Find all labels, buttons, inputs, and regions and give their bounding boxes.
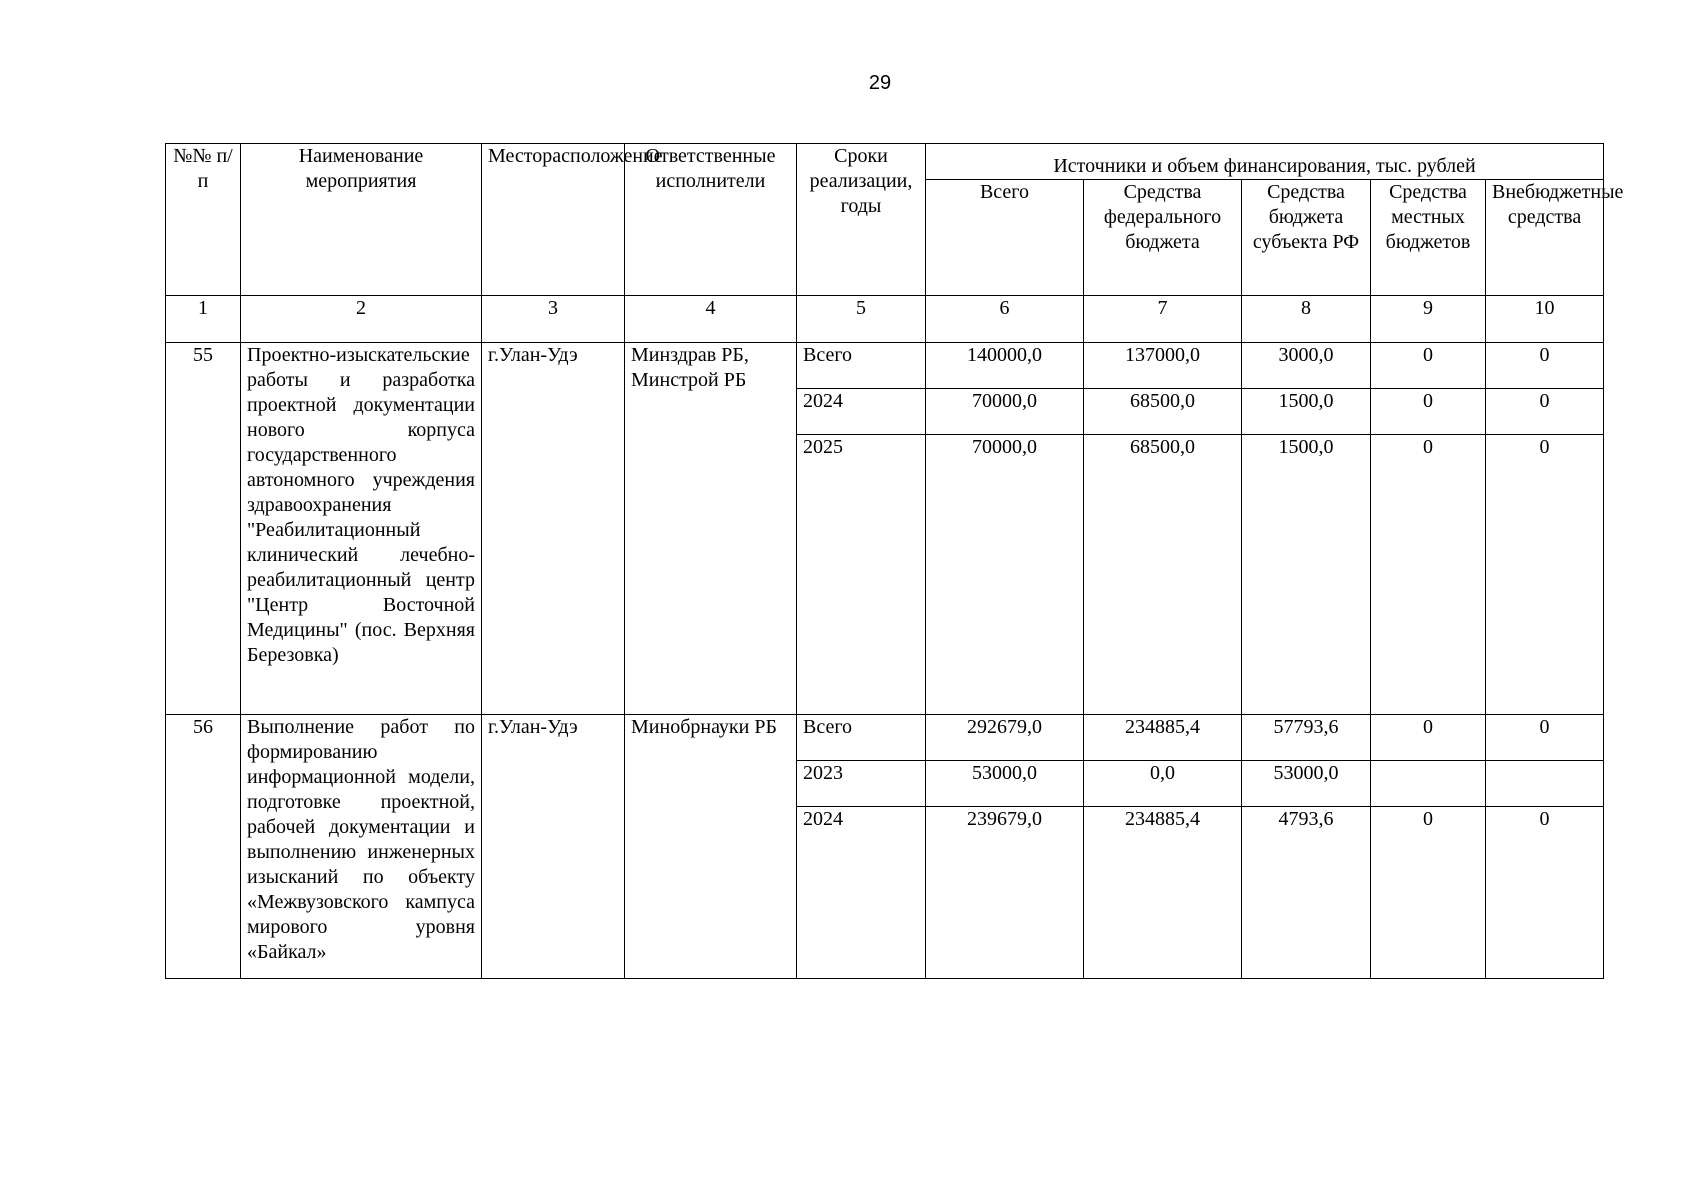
- column-number: 7: [1084, 296, 1242, 343]
- federal-value: 234885,4: [1084, 715, 1242, 761]
- extrabudget-value: 0: [1486, 715, 1604, 761]
- extrabudget-value: 0: [1486, 343, 1604, 389]
- federal-value: 137000,0: [1084, 343, 1242, 389]
- item-location: г.Улан-Удэ: [482, 343, 625, 715]
- column-number: 10: [1486, 296, 1604, 343]
- item-responsible: Минобрнауки РБ: [625, 715, 797, 979]
- total-value: 292679,0: [926, 715, 1084, 761]
- header-total: Всего: [926, 180, 1084, 296]
- item-responsible: Минздрав РБ, Минстрой РБ: [625, 343, 797, 715]
- local-value: 0: [1371, 807, 1486, 979]
- header-responsible: Ответственные исполнители: [625, 144, 797, 296]
- item-name: Выполнение работ по формированию информационной модели, подготовке проектной, рабочей документации и выполнению инженерных изысканий по объекту «Межвузовского кампуса мирового уровня «Байкал»: [241, 715, 482, 979]
- column-number: 4: [625, 296, 797, 343]
- header-federal: Средства федерального бюджета: [1084, 180, 1242, 296]
- column-number: 3: [482, 296, 625, 343]
- header-local: Средства местных бюджетов: [1371, 180, 1486, 296]
- regional-value: 4793,6: [1242, 807, 1371, 979]
- table-row: [166, 715, 1604, 761]
- column-number-row: [166, 296, 1604, 343]
- item-name: Проектно-изыскательские работы и разработка проектной документации нового корпуса государственного автономного учреждения здравоохранения "Реабилитационный клинический лечебно-реабилитационный центр "Центр Восточной Медицины" (пос. Верхняя Березовка): [241, 343, 482, 715]
- federal-value: 68500,0: [1084, 389, 1242, 435]
- total-value: 239679,0: [926, 807, 1084, 979]
- item-number: 55: [166, 343, 241, 715]
- funding-table: [165, 143, 1624, 979]
- period-label: 2023: [797, 761, 926, 807]
- period-label: 2025: [797, 435, 926, 715]
- local-value: 0: [1371, 343, 1486, 389]
- extrabudget-value: [1486, 761, 1604, 807]
- header-name: Наименование мероприятия: [241, 144, 482, 296]
- federal-value: 68500,0: [1084, 435, 1242, 715]
- extrabudget-value: 0: [1486, 389, 1604, 435]
- local-value: 0: [1371, 435, 1486, 715]
- period-label: Всего: [797, 343, 926, 389]
- total-value: 70000,0: [926, 435, 1084, 715]
- regional-value: 3000,0: [1242, 343, 1371, 389]
- federal-value: 234885,4: [1084, 807, 1242, 979]
- regional-value: 1500,0: [1242, 435, 1371, 715]
- total-value: 70000,0: [926, 389, 1084, 435]
- column-number: 8: [1242, 296, 1371, 343]
- column-number: 5: [797, 296, 926, 343]
- period-label: 2024: [797, 389, 926, 435]
- local-value: 0: [1371, 715, 1486, 761]
- total-value: 140000,0: [926, 343, 1084, 389]
- item-number: 56: [166, 715, 241, 979]
- local-value: 0: [1371, 389, 1486, 435]
- header-extrabudget: Внебюджетные средства: [1486, 180, 1604, 296]
- header-location: Месторасположение: [482, 144, 625, 296]
- federal-value: 0,0: [1084, 761, 1242, 807]
- regional-value: 1500,0: [1242, 389, 1371, 435]
- total-value: 53000,0: [926, 761, 1084, 807]
- table-row: [166, 343, 1604, 389]
- extrabudget-value: 0: [1486, 807, 1604, 979]
- period-label: 2024: [797, 807, 926, 979]
- item-location: г.Улан-Удэ: [482, 715, 625, 979]
- column-number: 9: [1371, 296, 1486, 343]
- column-number: 6: [926, 296, 1084, 343]
- extrabudget-value: 0: [1486, 435, 1604, 715]
- regional-value: 53000,0: [1242, 761, 1371, 807]
- column-number: 1: [166, 296, 241, 343]
- local-value: [1371, 761, 1486, 807]
- header-number: №№ п/п: [166, 144, 241, 296]
- column-number: 2: [241, 296, 482, 343]
- header-period: Сроки реализации, годы: [797, 144, 926, 296]
- regional-value: 57793,6: [1242, 715, 1371, 761]
- header-funding-group: Источники и объем финансирования, тыс. рублей: [926, 144, 1604, 180]
- page-number: 29: [868, 72, 892, 94]
- period-label: Всего: [797, 715, 926, 761]
- header-regional: Средства бюджета субъекта РФ: [1242, 180, 1371, 296]
